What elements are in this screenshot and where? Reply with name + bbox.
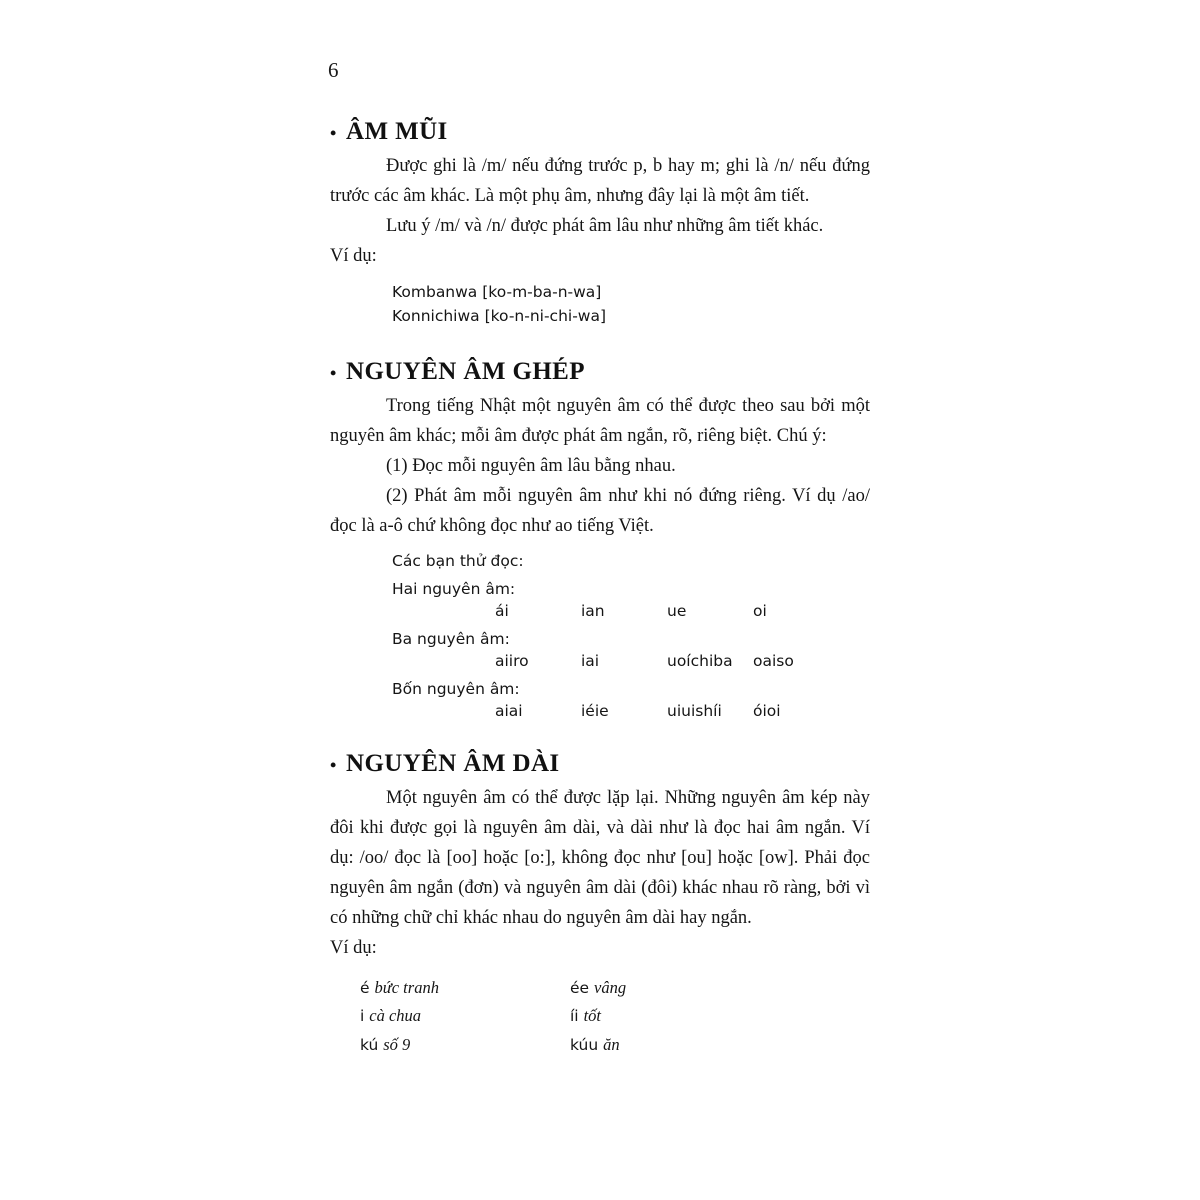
- section-heading-am-mui: [330, 118, 870, 146]
- section-heading-nguyen-am-ghep: [330, 358, 870, 386]
- vowel-item: aiai: [495, 701, 523, 720]
- vi-du-label: Ví dụ:: [330, 245, 377, 266]
- section-heading-text: ÂM MŨI: [346, 118, 448, 145]
- gloss: bức tranh: [374, 977, 439, 997]
- paragraph: Lưu ý /m/ và /n/ được phát âm lâu như những âm tiết khác.: [386, 215, 824, 236]
- gloss: tốt: [583, 1006, 601, 1026]
- vowel-item: ian: [581, 601, 605, 620]
- pair-left: [360, 1002, 570, 1031]
- bullet-icon: •: [330, 754, 337, 775]
- group-label-bon: Bốn nguyên âm:: [392, 679, 520, 698]
- vowel-row-hai: [495, 602, 870, 620]
- vowel-row-ba: [495, 652, 870, 670]
- vowel-item: ái: [495, 601, 509, 620]
- pair-right: [570, 1031, 770, 1060]
- vowel-item: uiuishíi: [667, 701, 722, 720]
- word-pair-table: [360, 974, 870, 1061]
- word: ée: [570, 978, 590, 997]
- word: kú: [360, 1036, 379, 1055]
- group-label-ba: Ba nguyên âm:: [392, 629, 510, 648]
- table-row: [360, 974, 870, 1003]
- paragraph: (1) Đọc mỗi nguyên âm lâu bằng nhau.: [386, 455, 676, 476]
- vowel-item: óioi: [753, 701, 781, 720]
- gloss: vâng: [594, 977, 627, 997]
- pair-right: [570, 1002, 770, 1031]
- section-heading-nguyen-am-dai: [330, 750, 870, 778]
- vowel-item: aiiro: [495, 651, 529, 670]
- vowel-item: ue: [667, 601, 687, 620]
- section-heading-text: NGUYÊN ÂM GHÉP: [346, 357, 585, 385]
- group-label-hai: Hai nguyên âm:: [392, 579, 516, 598]
- table-row: [360, 1002, 870, 1031]
- gloss: số 9: [383, 1035, 411, 1055]
- vowel-item: iéie: [581, 701, 609, 720]
- gloss: ăn: [603, 1035, 620, 1055]
- word: íi: [570, 1007, 579, 1026]
- example-item: Konnichiwa [ko-n-ni-chi-wa]: [392, 306, 607, 325]
- word: kúu: [570, 1036, 599, 1055]
- vi-du-label: Ví dụ:: [330, 937, 377, 958]
- example-list: [330, 280, 870, 328]
- word: é: [360, 978, 370, 997]
- paragraph: (2) Phát âm mỗi nguyên âm như khi nó đứng riêng. Ví dụ /ao/ đọc là a-ô chứ không đọc như ao tiếng Việt.: [330, 485, 870, 536]
- vowel-row-bon: [495, 702, 870, 720]
- example-item: Kombanwa [ko-m-ba-n-wa]: [392, 282, 602, 301]
- page-content: [330, 118, 870, 1060]
- vowel-item: iai: [581, 651, 600, 670]
- pair-left: [360, 1031, 570, 1060]
- pair-left: [360, 974, 570, 1003]
- vowel-item: oaiso: [753, 651, 794, 670]
- vowel-item: uoíchiba: [667, 651, 733, 670]
- bullet-icon: •: [330, 362, 337, 383]
- word: i: [360, 1007, 365, 1026]
- gloss: cà chua: [369, 1006, 422, 1026]
- pair-right: [570, 974, 770, 1003]
- try-read-label: Các bạn thử đọc:: [392, 551, 524, 570]
- table-row: [360, 1031, 870, 1060]
- vowel-item: oi: [753, 601, 767, 620]
- bullet-icon: •: [330, 122, 337, 143]
- page-number: 6: [328, 58, 339, 82]
- paragraph: Trong tiếng Nhật một nguyên âm có thể được theo sau bởi một nguyên âm khác; mỗi âm được phát âm ngắn, rõ, riêng biệt. Chú ý:: [330, 395, 870, 446]
- paragraph: Được ghi là /m/ nếu đứng trước p, b hay m; ghi là /n/ nếu đứng trước các âm khác. Là một phụ âm, nhưng đây lại là một âm tiết.: [330, 156, 870, 206]
- paragraph: Một nguyên âm có thể được lặp lại. Những nguyên âm kép này đôi khi được gọi là nguyên âm dài, và dài như là đọc hai âm ngắn. Ví dụ: /oo/ đọc là [oo] hoặc [o:], không đọc như [ou] hoặc [ow]. Phải đọc nguyên âm ngắn (đơn) và nguyên âm dài (đôi) khác nhau rõ ràng, bởi vì có những chữ chỉ khác nhau do nguyên âm dài hay ngắn.: [330, 787, 870, 928]
- section-heading-text: NGUYÊN ÂM DÀI: [346, 749, 560, 777]
